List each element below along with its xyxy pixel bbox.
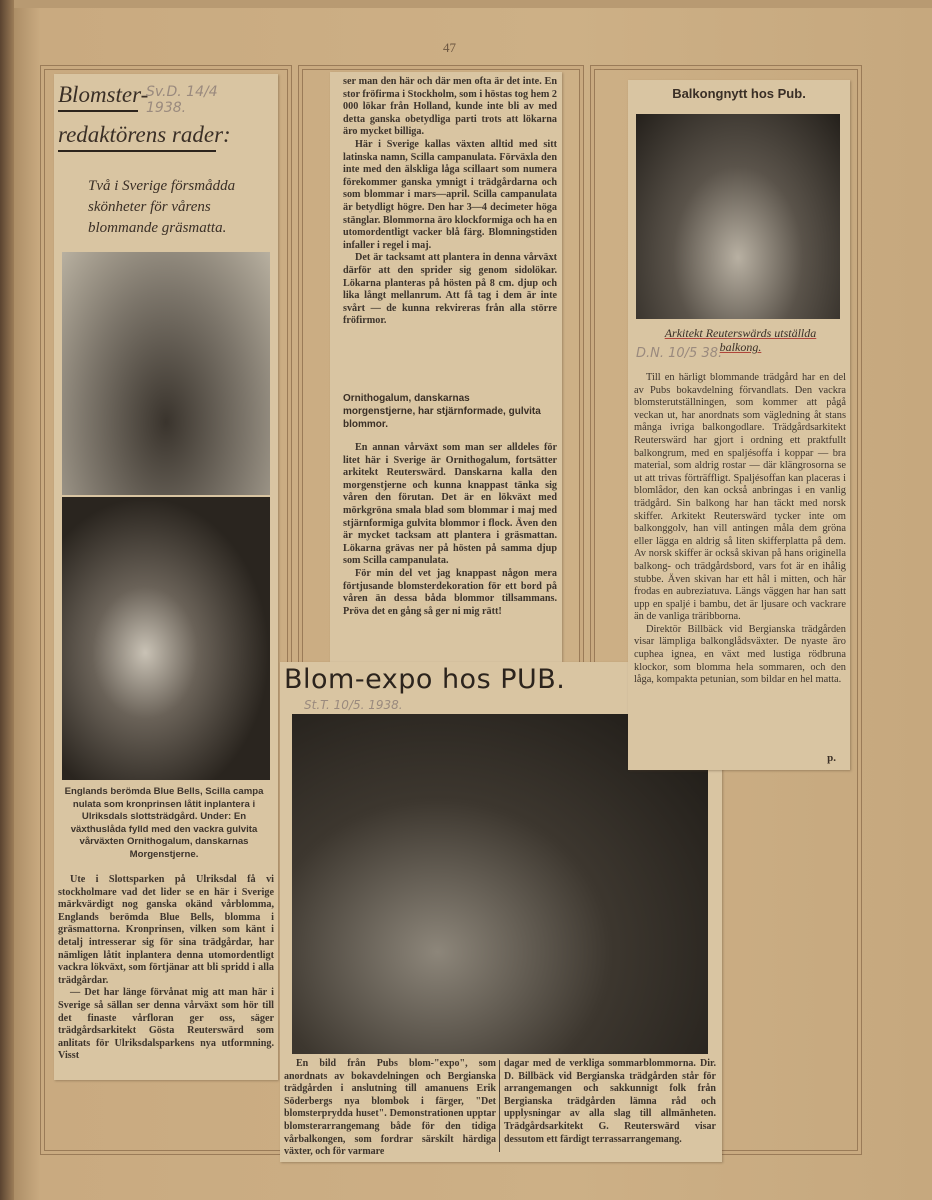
handwritten-date: D.N. 10/5 38. xyxy=(636,346,723,361)
clipping-blomsterredaktoren xyxy=(54,74,278,1080)
signature: p. xyxy=(827,752,836,764)
clip2-body-2 xyxy=(343,442,557,618)
paragraph: Ute i Slottsparken på Ulriksdal få vi stockholmare vad det lider se en här i Sverige märkvärdigt nog ganska okänd vårblomma, Englands berömda Blue Bells, blomma i gräsmattorna. Kronprinsen, vilken som känt i detalj intresserar sig för sina trädgårdar, har nämligen låtit inplantera denna utomordentligt vackra lökväxt, som förtjänar att bli spridd i alla trädgårdar. xyxy=(58,874,274,986)
title-line2: redaktörens rader: xyxy=(58,122,231,147)
paragraph: En bild från Pubs blom-"expo", som anordnats av bokavdelningen och Bergianska trädgården i anslutning till amanuens Erik Söderbergs nya blombok i färger, "Det blomsterprydda huset". Demonstrationen upptar blomsterarrangemang både för den tidiga vårbalkongen, som fordrar särskilt härdiga växter, och för varmare xyxy=(284,1058,496,1158)
paragraph: Direktör Billbäck vid Bergianska trädgården visar lämpliga balkonglådsväxter. De nyaste äro cuphea ignea, en växt med lustiga rödbruna klockor, som blomma hela sommaren, och den låga, kompakta petunian, som bildar en hel matta. xyxy=(634,623,846,686)
photo-woman-with-flower-box xyxy=(62,497,270,780)
clip3-col2: dagar med de verkliga sommarblommorna. Dir. D. Billbäck vid Bergianska trädgården står för arrangemangen och sakkunnigt folk från Bergianska trädgården lämna råd och upplysningar av alla slag till allmänheten. Trädgårdsarkitekt G. Reuterswärd visar dessutom ett färdigt terrassarrangemang. xyxy=(504,1058,716,1145)
clipping-balkongnytt xyxy=(628,80,850,770)
clip1-subtitle: Två i Sverige försmådda skönheter för vårens blommande gräsmatta. xyxy=(88,178,236,236)
paragraph: — Det har länge förvånat mig att man här i Sverige så sällan ser denna vårväxt som hör till det finaste vårfloran ger oss, säger trädgårdsarkitekt Gösta Reuterswärd som anlitats för Ulriksdalsparkens nya utformning. Visst xyxy=(58,987,274,1062)
paragraph: Till en härligt blommande trädgård har en del av Pubs bokavdelning förvandlats. Den vackra blomsterutställningen, som kommer att pågå veckan ut, har anordnats som vägledning åt stans många ivriga balkongodlare. Trädgårdsarkitekt Reuterswärd har gjort i ordning ett praktfullt balkongrum, med en spaljésoffa i koppar — bra material, som aldrig rostar — där klängrosorna se ut att trivas förträffligt. Spaljésoffan kan placeras i blomlådor, den kan också anbringas i en vanlig trädgård. Sin balkong har han täckt med norsk skiffer. Arkitekt Reuterswärd tycker inte om balkonggolv, han vill antingen måla dem gröna eller lägga en aldrig så liten skifferplatta på dem. Av norsk skiffer är också skivan på hans originella balkong- och trädgårdsbord, vars fot är en ihålig stubbe. Även skivan har ett hål i mitten, och här frodas en aubreziatuva. Längs väggen har han satt upp en spaljé i bambu, det är ljusare och vackrare än de vanliga träribborna. xyxy=(634,372,846,623)
paragraph: ser man den här och där men ofta är det inte. En stor fröfirma i Stockholm, som i höstas tog hem 2 000 lökar från Holland, kunde inte bli av med detta ganska obetydliga parti trots att lökarna äro mycket billiga. xyxy=(343,76,557,138)
page-number: 47 xyxy=(443,40,456,55)
handwritten-date: Sv.D. 14/4 1938. xyxy=(146,84,218,116)
clip2-subheading: Ornithogalum, danskarnas morgenstjerne, har stjärnformade, gulvita blommor. xyxy=(343,393,541,430)
handwritten-date: St.T. 10/5. 1938. xyxy=(304,698,403,712)
clip2-body-1 xyxy=(343,76,557,328)
clip4-title: Balkongnytt hos Pub. xyxy=(672,86,806,101)
clip4-caption: Arkitekt Reuterswärds utställda balkong. xyxy=(664,326,817,354)
photo-blue-bells-pots xyxy=(62,252,270,495)
clip3-col1 xyxy=(284,1058,496,1159)
title-line1: Blomster- xyxy=(58,82,149,107)
page-binding xyxy=(0,0,14,1200)
paragraph: För min del vet jag knappast någon mera förtjusande blomsterdekoration för ett bord på våren än dessa båda blommor tillsammans. Pröva det en gång så ger ni mig rätt! xyxy=(343,567,557,617)
clip1-body xyxy=(58,874,274,1063)
clip1-caption: Englands berömda Blue Bells, Scilla campa nulata som kronprinsen låtit inplantera i Ulriksdals slottsträdgård. Under: En växthuslåda fylld med den vackra gulvita vårväxten Ornithogalum, danskarnas Morgenstjerne. xyxy=(64,786,264,860)
clip4-body xyxy=(634,372,846,687)
photo-balcony xyxy=(636,114,840,319)
paragraph: Här i Sverige kallas växten alltid med sitt latinska namn, Scilla campanulata. Förväxla den inte med den älskliga låga scillaart som numera förekommer ganska ymnigt i trädgårdarna och som blommar i mars—april. Scilla campanulata är betydligt högre. Den har 3—4 decimeter höga stänglar. Blommorna äro klockformiga och ha en utomordentligt vacker blå färg. Blomningstiden infaller i regel i maj. xyxy=(343,138,557,251)
clipping-continued-article xyxy=(330,72,562,662)
paragraph: En annan vårväxt som man ser alldeles för litet här i Sverige är Ornithogalum, fortsätter arkitekt Reuterswärd. Danskarna kalla den morgenstjerne och kunna knappast tänka sig våren den förutan. Det är en lökväxt med mörkgröna smala blad som blommar i maj med stjärnformiga gulvita blommor i flock. Även den är mycket tacksam att plantera i gräsmattan. Lökarna grävas ner på hösten på samma djup som Scilla campanulata. xyxy=(343,442,557,567)
paragraph: Det är tacksamt att plantera in denna vårväxt därför att den sprider sig genom sidolökar. Lökarna planteras på hösten på 8 cm. djup och lika långt mellanrum. Att få tag i dem är inte svårt — de kunna rekvireras från alla större fröfirmor. xyxy=(343,252,557,327)
clip3-title: Blom-expo hos PUB. xyxy=(284,664,566,695)
